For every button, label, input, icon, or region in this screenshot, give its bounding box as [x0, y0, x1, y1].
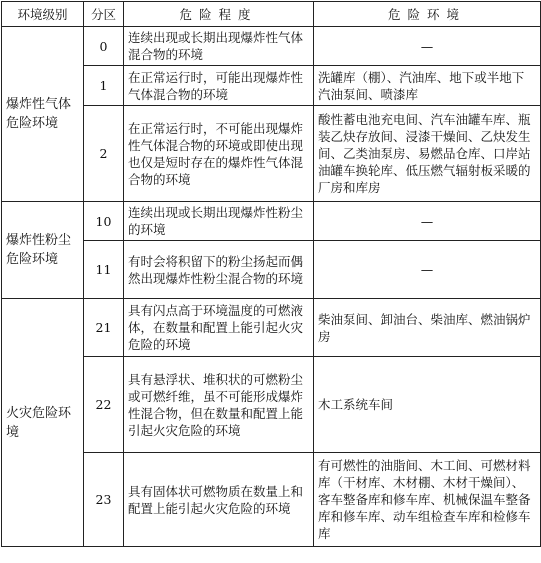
environment-cell: 酸性蓄电池充电间、汽车油罐车库、瓶装乙炔存放间、浸漆干燥间、乙炔发生间、乙类油泵房、易燃品仓库、口岸站油罐车换轮库、低压燃气辐射板采暖的厂房和库房: [314, 106, 541, 202]
header-degree: 危险程度: [124, 2, 314, 27]
degree-cell: 有时会将积留下的粉尘扬起而偶然出现爆炸性粉尘混合物的环境: [124, 241, 314, 299]
degree-cell: 在正常运行时，可能出现爆炸性气体混合物的环境: [124, 66, 314, 106]
zone-cell: 1: [84, 66, 124, 106]
category-cell: 爆炸性粉尘危险环境: [2, 202, 84, 299]
environment-cell: 有可燃性的油脂间、木工间、可燃材料库（干材库、木材棚、木材干燥间）、客车整备库和修车库、机械保温车整备库和修车库、动车组检查车库和检修车库: [314, 453, 541, 547]
environment-cell: —: [314, 27, 541, 66]
environment-cell: 木工系统车间: [314, 357, 541, 453]
zone-cell: 23: [84, 453, 124, 547]
zone-cell: 22: [84, 357, 124, 453]
table-row: [2, 299, 541, 357]
hazard-zone-table: [1, 1, 541, 547]
zone-cell: 21: [84, 299, 124, 357]
header-row: [2, 2, 541, 27]
degree-cell: 在正常运行时，不可能出现爆炸性气体混合物的环境或即使出现也仅是短时存在的爆炸性气体混合物的环境: [124, 106, 314, 202]
environment-cell: 洗罐库（棚）、汽油库、地下或半地下汽油泵间、喷漆库: [314, 66, 541, 106]
degree-cell: 连续出现或长期出现爆炸性气体混合物的环境: [124, 27, 314, 66]
header-zone: 分区: [84, 2, 124, 27]
zone-cell: 0: [84, 27, 124, 66]
table-row: [2, 202, 541, 241]
header-environment: 危险环境: [314, 2, 541, 27]
zone-cell: 11: [84, 241, 124, 299]
category-cell: 爆炸性气体危险环境: [2, 27, 84, 202]
degree-cell: 连续出现或长期出现爆炸性粉尘的环境: [124, 202, 314, 241]
header-level: 环境级别: [2, 2, 84, 27]
degree-cell: 具有固体状可燃物质在数量上和配置上能引起火灾危险的环境: [124, 453, 314, 547]
degree-cell: 具有闪点高于环境温度的可燃液体，在数量和配置上能引起火灾危险的环境: [124, 299, 314, 357]
environment-cell: 柴油泵间、卸油台、柴油库、燃油锅炉房: [314, 299, 541, 357]
table-row: [2, 27, 541, 66]
environment-cell: —: [314, 202, 541, 241]
environment-cell: —: [314, 241, 541, 299]
zone-cell: 2: [84, 106, 124, 202]
degree-cell: 具有悬浮状、堆积状的可燃粉尘或可燃纤维，虽不可能形成爆炸性混合物，但在数量和配置上能引起火灾危险的环境: [124, 357, 314, 453]
category-cell: 火灾危险环境: [2, 299, 84, 547]
zone-cell: 10: [84, 202, 124, 241]
